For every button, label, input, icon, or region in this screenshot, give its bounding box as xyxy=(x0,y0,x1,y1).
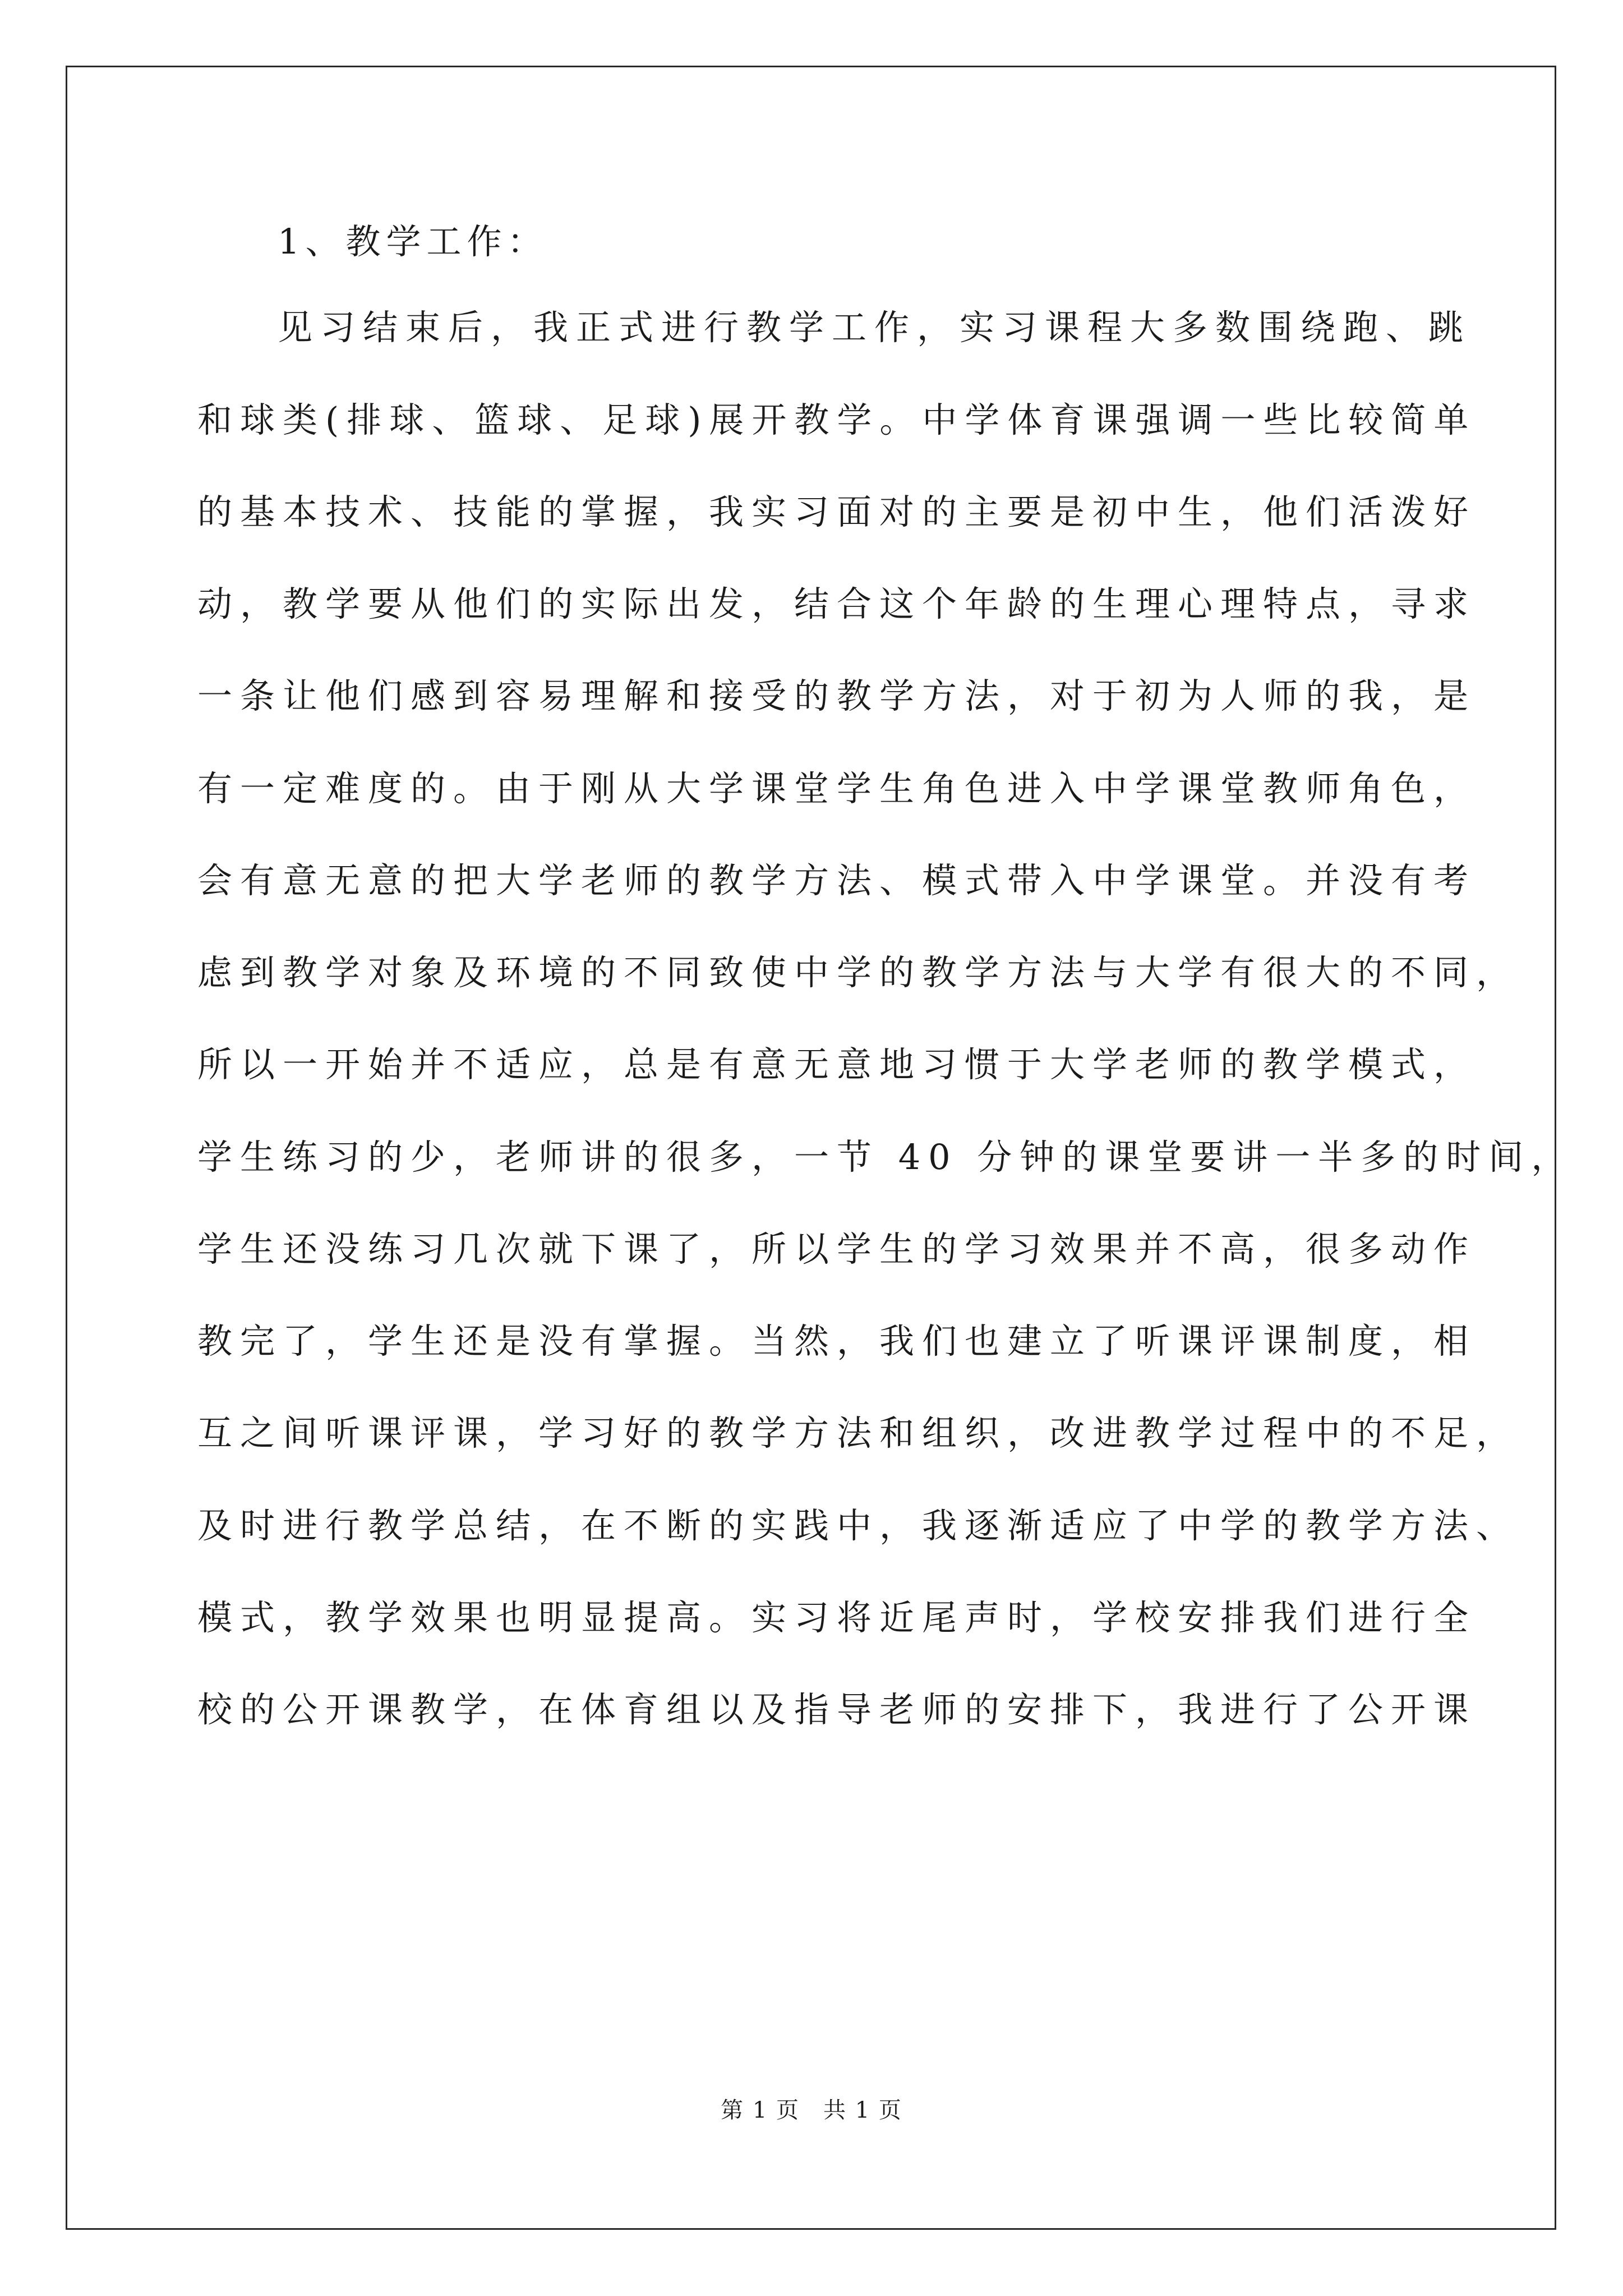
paragraph-line: 的基本技术、技能的掌握，我实习面对的主要是初中生，他们活泼好 xyxy=(197,491,1477,532)
paragraph-line: 所以一开始并不适应，总是有意无意地习惯于大学老师的教学模式， xyxy=(197,1044,1477,1085)
paragraph-line: 及时进行教学总结，在不断的实践中，我逐渐适应了中学的教学方法、 xyxy=(197,1505,1519,1546)
paragraph-line: 动，教学要从他们的实际出发，结合这个年龄的生理心理特点，寻求 xyxy=(197,583,1477,624)
paragraph-line: 见习结束后，我正式进行教学工作，实习课程大多数围绕跑、跳 xyxy=(278,307,1472,348)
paragraph-line: 虑到教学对象及环境的不同致使中学的教学方法与大学有很大的不同， xyxy=(197,952,1519,993)
page-number: 第 1 页 共 1 页 xyxy=(721,2097,902,2123)
section-heading: 1、教学工作： xyxy=(278,221,548,262)
paragraph-line: 会有意无意的把大学老师的教学方法、模式带入中学课堂。并没有考 xyxy=(197,860,1477,901)
paragraph-line: 模式，教学效果也明显提高。实习将近尾声时，学校安排我们进行全 xyxy=(197,1597,1477,1638)
paragraph-line: 有一定难度的。由于刚从大学课堂学生角色进入中学课堂教师角色， xyxy=(197,768,1477,809)
paragraph-line: 和球类(排球、篮球、足球)展开教学。中学体育课强调一些比较简单 xyxy=(197,399,1477,440)
paragraph-line: 一条让他们感到容易理解和接受的教学方法，对于初为人师的我，是 xyxy=(197,675,1477,716)
paragraph-line: 学生练习的少，老师讲的很多，一节 40 分钟的课堂要讲一半多的时间， xyxy=(197,1137,1574,1177)
paragraph-line: 校的公开课教学，在体育组以及指导老师的安排下，我进行了公开课 xyxy=(197,1689,1477,1730)
paragraph-line: 教完了，学生还是没有掌握。当然，我们也建立了听课评课制度，相 xyxy=(197,1320,1477,1361)
paragraph-line: 学生还没练习几次就下课了，所以学生的学习效果并不高，很多动作 xyxy=(197,1228,1477,1269)
paragraph-line: 互之间听课评课，学习好的教学方法和组织，改进教学过程中的不足， xyxy=(197,1412,1519,1453)
